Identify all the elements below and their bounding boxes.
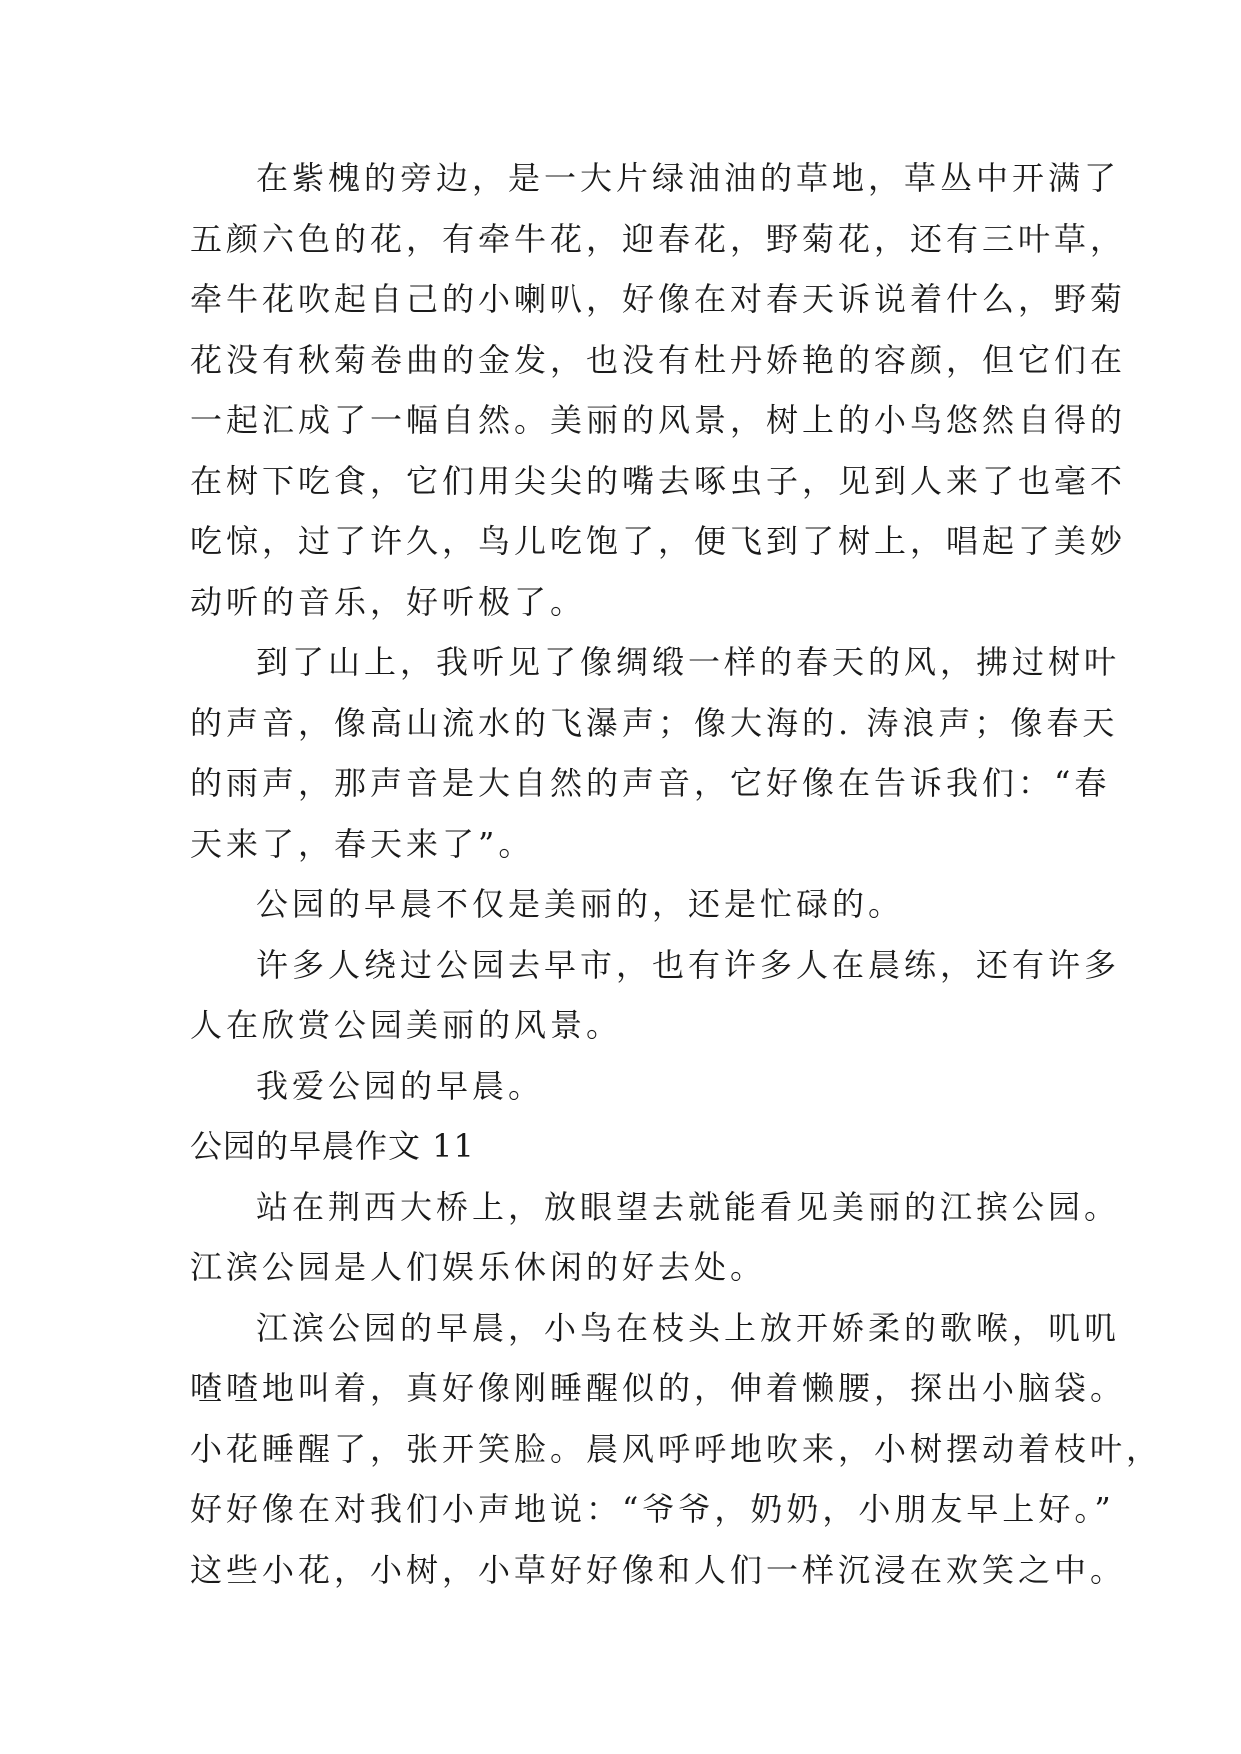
- text-line: 的雨声，那声音是大自然的声音，它好像在告诉我们：“春: [190, 764, 1111, 802]
- text-line: 吃惊，过了许久，鸟儿吃饱了，便飞到了树上，唱起了美妙: [190, 522, 1127, 560]
- text-line: 许多人绕过公园去早市，也有许多人在晨练，还有许多: [256, 945, 1121, 984]
- text-line: 到了山上，我听见了像绸缎一样的春天的风，拂过树叶: [256, 643, 1121, 681]
- text-line: 动听的音乐，好听极了。: [190, 582, 587, 621]
- text-line: 公园的早晨不仅是美丽的，还是忙碌的。: [256, 885, 905, 923]
- text-line: 这些小花，小树，小草好好像和人们一样沉浸在欢笑之中。: [190, 1550, 1127, 1589]
- text-line: 人在欣赏公园美丽的风景。: [190, 1006, 623, 1044]
- text-line: 五颜六色的花，有牵牛花，迎春花，野菊花，还有三叶草，: [190, 219, 1127, 258]
- text-line: 花没有秋菊卷曲的金发，也没有杜丹娇艳的容颜，但它们在: [190, 340, 1127, 379]
- text-line: 一起汇成了一幅自然。美丽的风景，树上的小鸟悠然自得的: [190, 401, 1127, 439]
- document-body: [190, 148, 1163, 1600]
- text-line: 江滨公园的早晨，小鸟在枝头上放开娇柔的歌喉，叽叽: [256, 1308, 1121, 1347]
- text-line: 好好像在对我们小声地说：“爷爷，奶奶，小朋友早上好。”: [190, 1490, 1115, 1528]
- section-heading: 公园的早晨作文 11: [190, 1127, 475, 1165]
- text-line: 小花睡醒了，张开笑脸。晨风呼呼地吹来，小树摆动着枝叶，: [190, 1429, 1163, 1468]
- text-line: 喳喳地叫着，真好像刚睡醒似的，伸着懒腰，探出小脑袋。: [190, 1369, 1127, 1407]
- text-line: 站在荆西大桥上，放眼望去就能看见美丽的江摈公园。: [256, 1187, 1121, 1226]
- text-line: 在紫槐的旁边，是一大片绿油油的草地，草丛中开满了: [256, 159, 1121, 197]
- text-line: 我爱公园的早晨。: [256, 1066, 545, 1105]
- text-line: 牵牛花吹起自己的小喇叭，好像在对春天诉说着什么，野菊: [190, 280, 1127, 318]
- text-line: 在树下吃食，它们用尖尖的嘴去啄虫子，见到人来了也毫不: [190, 461, 1127, 500]
- text-line: 的声音，像高山流水的飞瀑声；像大海的. 涛浪声；像春天: [190, 703, 1119, 742]
- text-line: 江滨公园是人们娱乐休闲的好去处。: [190, 1248, 767, 1286]
- text-line: 天来了，春天来了”。: [190, 824, 535, 863]
